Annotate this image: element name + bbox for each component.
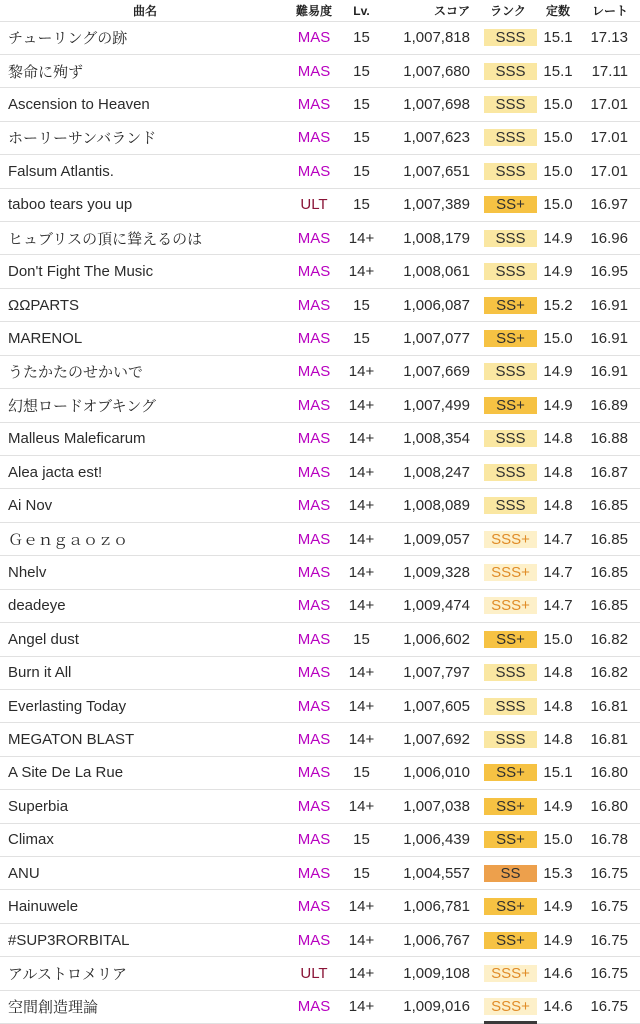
rate-cell: 16.89 <box>590 396 628 414</box>
table-row <box>0 857 640 890</box>
table-row <box>0 255 640 288</box>
score-cell: 1,007,038 <box>403 797 470 815</box>
song-title-cell: Angel dust <box>8 630 79 648</box>
rank-cell <box>478 890 538 923</box>
level-cell: 15 <box>353 129 370 147</box>
rate-cell: 16.80 <box>590 797 628 815</box>
rank-cell <box>478 389 538 422</box>
level-cell: 15 <box>353 296 370 314</box>
difficulty-cell: MAS <box>297 430 331 448</box>
song-title-cell: Climax <box>8 831 54 849</box>
rank-badge: SSS <box>484 230 537 247</box>
rate-cell: 16.91 <box>590 296 628 314</box>
rate-cell: 16.85 <box>590 497 628 515</box>
table-row <box>0 689 640 722</box>
constant-cell: 14.7 <box>543 597 573 615</box>
rank-cell <box>478 990 538 1023</box>
difficulty-cell: MAS <box>297 363 331 381</box>
song-title-cell: Falsum Atlantis. <box>8 162 114 180</box>
table-row <box>0 21 640 54</box>
level-cell: 15 <box>353 162 370 180</box>
constant-cell: 15.2 <box>543 296 573 314</box>
rate-cell: 16.88 <box>590 430 628 448</box>
rank-cell <box>478 155 538 188</box>
rank-cell <box>478 355 538 388</box>
song-title-cell: Alea jacta est! <box>8 463 103 481</box>
rank-cell <box>478 222 538 255</box>
rank-cell <box>478 489 538 522</box>
constant-cell: 15.0 <box>543 630 573 648</box>
table-row <box>0 389 640 422</box>
difficulty-cell: MAS <box>297 898 331 916</box>
score-cell: 1,008,089 <box>403 497 470 515</box>
constant-cell: 15.0 <box>543 831 573 849</box>
score-cell: 1,008,247 <box>403 463 470 481</box>
score-cell: 1,007,077 <box>403 330 470 347</box>
header-row <box>0 0 640 21</box>
table-row <box>0 723 640 756</box>
rank-badge: SSS <box>484 698 537 715</box>
constant-cell: 15.0 <box>543 196 573 214</box>
rate-cell: 16.82 <box>590 664 628 682</box>
constant-cell: 15.3 <box>543 864 573 882</box>
rank-badge: SSS <box>484 363 537 380</box>
difficulty-cell: MAS <box>297 998 331 1016</box>
rate-cell: 16.78 <box>590 831 628 849</box>
rate-cell: 16.75 <box>590 998 628 1016</box>
difficulty-cell: MAS <box>297 931 331 949</box>
score-cell: 1,009,328 <box>403 563 470 581</box>
difficulty-cell: MAS <box>297 530 331 548</box>
column-header-rate: レート <box>578 0 640 21</box>
score-table-body <box>0 21 640 1024</box>
difficulty-cell: MAS <box>297 129 331 147</box>
level-cell: 15 <box>353 630 370 648</box>
song-title-cell: Ascension to Heaven <box>8 96 150 114</box>
constant-cell: 14.9 <box>543 797 573 815</box>
rank-cell <box>478 322 538 355</box>
rank-cell <box>478 121 538 154</box>
rate-cell: 17.01 <box>590 129 628 147</box>
song-title-cell: アルストロメリア <box>8 966 127 984</box>
song-title-cell: A Site De La Rue <box>8 764 124 782</box>
constant-cell: 14.8 <box>543 664 573 682</box>
constant-cell: 14.7 <box>543 563 573 581</box>
rate-cell: 17.13 <box>590 29 628 47</box>
level-cell: 15 <box>353 330 370 347</box>
rate-cell: 16.80 <box>590 764 628 782</box>
score-cell: 1,007,698 <box>403 96 470 114</box>
rank-badge: SS+ <box>484 898 537 915</box>
rank-badge: SS+ <box>484 631 537 648</box>
score-table-header <box>0 0 640 21</box>
rank-cell <box>478 188 538 221</box>
level-cell: 15 <box>353 864 370 882</box>
constant-cell: 14.8 <box>543 731 573 749</box>
song-title-cell: ANU <box>8 864 40 882</box>
table-row <box>0 88 640 121</box>
rank-cell <box>478 455 538 488</box>
table-row <box>0 990 640 1023</box>
difficulty-cell: MAS <box>297 697 331 715</box>
song-title-cell: うたかたのせかいで <box>8 364 144 382</box>
constant-cell: 14.9 <box>543 396 573 414</box>
song-title-cell: taboo tears you up <box>8 196 133 214</box>
level-cell: 14+ <box>348 797 375 815</box>
table-row <box>0 322 640 355</box>
level-cell: 14+ <box>348 263 375 281</box>
rate-cell: 16.81 <box>590 697 628 715</box>
score-cell: 1,007,818 <box>403 29 470 47</box>
song-title-cell: チューリングの跡 <box>8 30 128 48</box>
rank-badge: SSS <box>484 29 537 46</box>
rank-badge: SSS <box>484 464 537 481</box>
column-header-level: Lv. <box>338 0 385 21</box>
song-title-cell: MARENOL <box>8 330 83 347</box>
table-row <box>0 522 640 555</box>
score-cell: 1,007,389 <box>403 196 470 214</box>
difficulty-cell: MAS <box>297 764 331 782</box>
level-cell: 14+ <box>348 463 375 481</box>
difficulty-cell: MAS <box>297 396 331 414</box>
score-cell: 1,007,669 <box>403 363 470 381</box>
difficulty-cell: MAS <box>297 831 331 849</box>
rank-badge: SSS <box>484 731 537 748</box>
constant-cell: 14.6 <box>543 998 573 1016</box>
constant-cell: 14.9 <box>543 931 573 949</box>
song-title-cell: 黎命に殉ず <box>8 63 84 81</box>
constant-cell: 14.7 <box>543 530 573 548</box>
score-cell: 1,006,439 <box>403 831 470 849</box>
song-title-cell: Burn it All <box>8 664 72 682</box>
difficulty-cell: MAS <box>297 630 331 648</box>
rank-cell <box>478 790 538 823</box>
constant-cell: 14.8 <box>543 430 573 448</box>
constant-cell: 15.0 <box>543 96 573 114</box>
level-cell: 14+ <box>348 898 375 916</box>
rank-badge: SSS+ <box>484 998 537 1015</box>
table-row <box>0 422 640 455</box>
song-title-cell: Everlasting Today <box>8 697 127 715</box>
rank-badge: SS+ <box>484 831 537 848</box>
score-cell: 1,007,797 <box>403 664 470 682</box>
score-cell: 1,006,087 <box>403 296 470 314</box>
difficulty-cell: MAS <box>297 330 331 347</box>
difficulty-cell: MAS <box>297 463 331 481</box>
constant-cell: 14.8 <box>543 463 573 481</box>
song-title-cell: Don't Fight The Music <box>8 263 154 281</box>
table-row <box>0 355 640 388</box>
rate-cell: 16.87 <box>590 463 628 481</box>
level-cell: 14+ <box>348 229 375 247</box>
rank-cell <box>478 288 538 321</box>
rank-cell <box>478 21 538 54</box>
rank-cell <box>478 689 538 722</box>
difficulty-cell: MAS <box>297 62 331 80</box>
rank-badge: SS+ <box>484 764 537 781</box>
rank-cell <box>478 255 538 288</box>
rate-cell: 16.85 <box>590 563 628 581</box>
table-row <box>0 957 640 990</box>
level-cell: 14+ <box>348 998 375 1016</box>
constant-cell: 14.9 <box>543 898 573 916</box>
constant-cell: 15.1 <box>543 29 573 47</box>
table-row <box>0 656 640 689</box>
level-cell: 15 <box>353 196 370 214</box>
table-row <box>0 890 640 923</box>
score-cell: 1,009,474 <box>403 597 470 615</box>
rank-cell <box>478 623 538 656</box>
rate-cell: 16.81 <box>590 731 628 749</box>
table-row <box>0 556 640 589</box>
rank-badge: SSS <box>484 63 537 80</box>
table-row <box>0 923 640 956</box>
table-row <box>0 756 640 789</box>
rank-cell <box>478 422 538 455</box>
rank-badge: SS+ <box>484 196 537 213</box>
song-title-cell: #SUP3RORBITAL <box>8 931 130 949</box>
rank-cell <box>478 522 538 555</box>
score-cell: 1,009,057 <box>403 530 470 548</box>
difficulty-cell: MAS <box>297 597 331 615</box>
rank-badge: SSS <box>484 664 537 681</box>
rank-cell <box>478 756 538 789</box>
rank-cell <box>478 589 538 622</box>
level-cell: 14+ <box>348 965 375 983</box>
rate-cell: 16.85 <box>590 530 628 548</box>
column-header-difficulty: 難易度 <box>290 0 338 21</box>
rank-badge: SSS+ <box>484 531 537 548</box>
difficulty-cell: MAS <box>297 797 331 815</box>
difficulty-cell: MAS <box>297 864 331 882</box>
difficulty-cell: MAS <box>297 229 331 247</box>
score-cell: 1,008,061 <box>403 263 470 281</box>
level-cell: 14+ <box>348 430 375 448</box>
rank-cell <box>478 656 538 689</box>
score-cell: 1,009,108 <box>403 965 470 983</box>
song-title-cell: Superbia <box>8 797 69 815</box>
table-row <box>0 121 640 154</box>
table-row <box>0 222 640 255</box>
constant-cell: 14.8 <box>543 497 573 515</box>
level-cell: 14+ <box>348 697 375 715</box>
rate-cell: 17.11 <box>591 62 628 80</box>
rate-cell: 16.97 <box>590 196 628 214</box>
rank-badge: SS+ <box>484 932 537 949</box>
rank-cell <box>478 957 538 990</box>
rank-badge: SSS <box>484 263 537 280</box>
rate-cell: 16.75 <box>590 898 628 916</box>
table-row <box>0 155 640 188</box>
difficulty-cell: MAS <box>297 96 331 114</box>
level-cell: 14+ <box>348 363 375 381</box>
table-row <box>0 623 640 656</box>
constant-cell: 15.0 <box>543 162 573 180</box>
constant-cell: 15.1 <box>543 62 573 80</box>
rank-badge: SS+ <box>484 297 537 314</box>
difficulty-cell: ULT <box>300 196 328 214</box>
rate-cell: 17.01 <box>590 162 628 180</box>
song-title-cell: ホーリーサンバランド <box>8 130 157 148</box>
song-title-cell: MEGATON BLAST <box>8 731 135 749</box>
rank-cell <box>478 923 538 956</box>
difficulty-cell: MAS <box>297 263 331 281</box>
song-title-cell: 幻想ロードオブキング <box>8 397 157 415</box>
table-row <box>0 790 640 823</box>
table-row <box>0 288 640 321</box>
rate-cell: 16.75 <box>590 965 628 983</box>
score-cell: 1,007,680 <box>403 62 470 80</box>
rank-badge: SS+ <box>484 397 537 414</box>
constant-cell: 15.0 <box>543 330 573 347</box>
level-cell: 14+ <box>348 563 375 581</box>
song-title-cell: 空間創造理論 <box>8 999 99 1017</box>
score-cell: 1,007,605 <box>403 697 470 715</box>
song-title-cell: deadeye <box>8 597 66 615</box>
level-cell: 14+ <box>348 497 375 515</box>
constant-cell: 15.1 <box>543 764 573 782</box>
score-cell: 1,004,557 <box>403 864 470 882</box>
difficulty-cell: ULT <box>300 965 328 983</box>
score-cell: 1,007,623 <box>403 129 470 147</box>
song-title-cell: Hainuwele <box>8 898 79 916</box>
level-cell: 15 <box>353 29 370 47</box>
rank-badge: SSS <box>484 96 537 113</box>
level-cell: 15 <box>353 96 370 114</box>
rank-badge: SSS <box>484 129 537 146</box>
rank-badge: SSS+ <box>484 597 537 614</box>
score-cell: 1,007,692 <box>403 731 470 749</box>
song-title-cell: ΩΩPARTS <box>8 296 80 314</box>
level-cell: 15 <box>353 62 370 80</box>
constant-cell: 15.0 <box>543 129 573 147</box>
rate-cell: 16.75 <box>590 864 628 882</box>
column-header-score: スコア <box>385 0 478 21</box>
rank-cell <box>478 857 538 890</box>
constant-cell: 14.9 <box>543 263 573 281</box>
level-cell: 14+ <box>348 597 375 615</box>
table-row <box>0 823 640 856</box>
score-cell: 1,006,767 <box>403 931 470 949</box>
rate-cell: 16.82 <box>590 630 628 648</box>
table-row <box>0 489 640 522</box>
difficulty-cell: MAS <box>297 497 331 515</box>
table-row <box>0 455 640 488</box>
song-title-cell: Ai Nov <box>8 497 53 515</box>
rank-cell <box>478 556 538 589</box>
rank-badge: SSS <box>484 163 537 180</box>
constant-cell: 14.9 <box>543 229 573 247</box>
level-cell: 15 <box>353 764 370 782</box>
rank-cell <box>478 823 538 856</box>
rank-badge: SSS+ <box>484 564 537 581</box>
difficulty-cell: MAS <box>297 664 331 682</box>
rank-badge: SS+ <box>484 798 537 815</box>
level-cell: 15 <box>353 831 370 849</box>
score-cell: 1,009,016 <box>403 998 470 1016</box>
song-title-cell: Ｇｅｎｇａｏｚｏ <box>8 531 129 549</box>
score-cell: 1,006,010 <box>403 764 470 782</box>
rank-badge: SS <box>484 865 537 882</box>
song-title-cell: Malleus Maleficarum <box>8 430 146 448</box>
rank-cell <box>478 54 538 87</box>
level-cell: 14+ <box>348 664 375 682</box>
rank-cell <box>478 723 538 756</box>
rate-cell: 16.96 <box>590 229 628 247</box>
song-title-cell: Nhelv <box>8 563 47 581</box>
difficulty-cell: MAS <box>297 162 331 180</box>
rate-cell: 16.91 <box>590 330 628 347</box>
rank-badge: SSS <box>484 430 537 447</box>
difficulty-cell: MAS <box>297 731 331 749</box>
rate-cell: 16.75 <box>590 931 628 949</box>
score-cell: 1,008,179 <box>403 229 470 247</box>
difficulty-cell: MAS <box>297 563 331 581</box>
level-cell: 14+ <box>348 396 375 414</box>
rate-cell: 16.85 <box>590 597 628 615</box>
rate-cell: 16.91 <box>590 363 628 381</box>
rank-badge: SSS <box>484 497 537 514</box>
constant-cell: 14.9 <box>543 363 573 381</box>
column-header-rank: ランク <box>478 0 538 21</box>
constant-cell: 14.6 <box>543 965 573 983</box>
level-cell: 14+ <box>348 530 375 548</box>
difficulty-cell: MAS <box>297 29 331 47</box>
table-row <box>0 589 640 622</box>
score-cell: 1,006,781 <box>403 898 470 916</box>
score-cell: 1,006,602 <box>403 630 470 648</box>
table-row <box>0 54 640 87</box>
song-title-cell: ヒュブリスの頂に聳えるのは <box>8 230 203 248</box>
rate-cell: 16.95 <box>590 263 628 281</box>
rank-badge: SS+ <box>484 330 537 347</box>
column-header-constant: 定数 <box>538 0 578 21</box>
column-header-song-title: 曲名 <box>0 0 290 21</box>
score-cell: 1,008,354 <box>403 430 470 448</box>
score-cell: 1,007,651 <box>403 162 470 180</box>
difficulty-cell: MAS <box>297 296 331 314</box>
score-cell: 1,007,499 <box>403 396 470 414</box>
level-cell: 14+ <box>348 931 375 949</box>
rate-cell: 17.01 <box>590 96 628 114</box>
level-cell: 14+ <box>348 731 375 749</box>
constant-cell: 14.8 <box>543 697 573 715</box>
rank-badge: SSS+ <box>484 965 537 982</box>
table-row <box>0 188 640 221</box>
rank-cell <box>478 88 538 121</box>
